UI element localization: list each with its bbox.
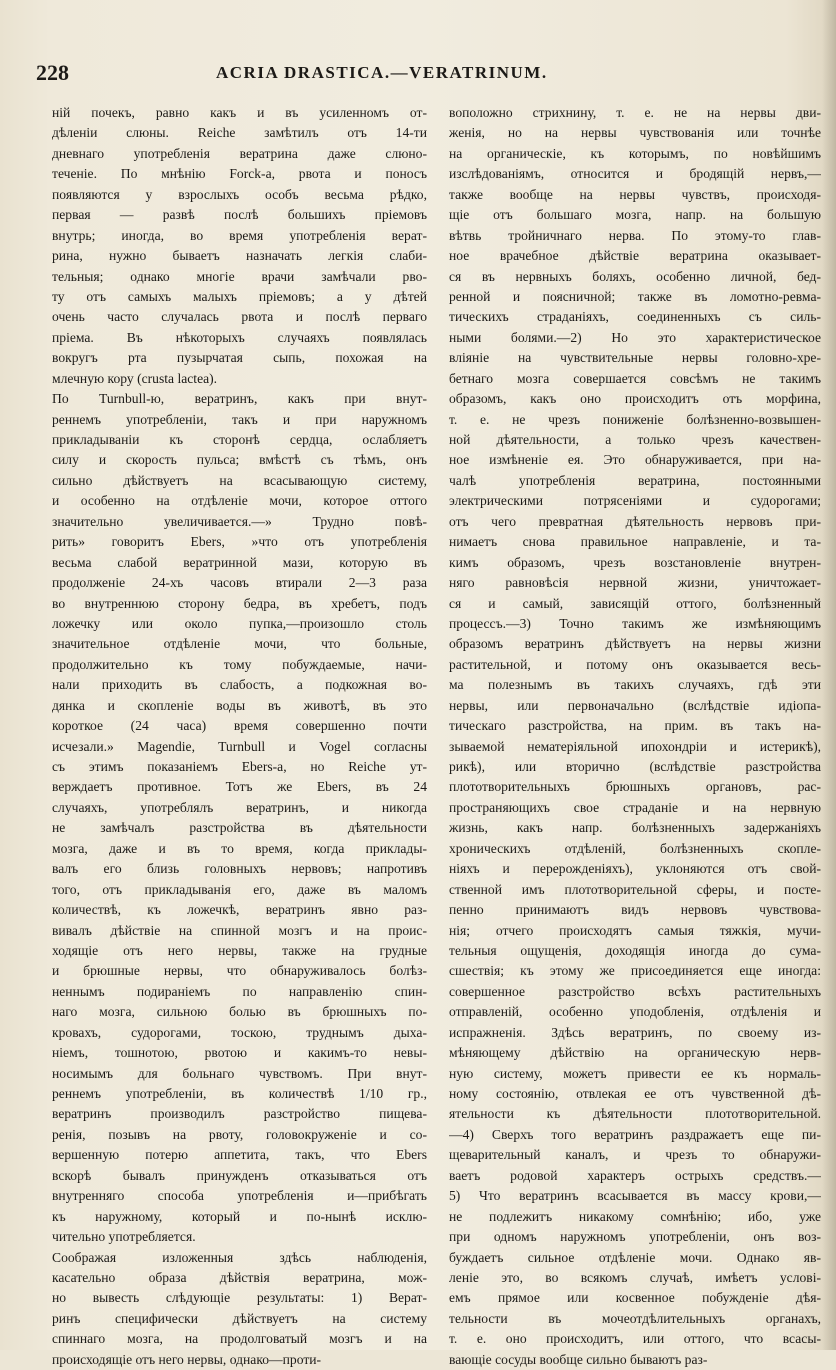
text-line: того, отъ прикладыванія его, даже въ маломъ (52, 881, 427, 897)
text-line: щіе отъ большаго мозга, напр. на большую (449, 207, 821, 223)
text-line: исчезали.» Magendie, Turnbull и Vogel согласны (52, 738, 427, 754)
text-line: испражненія. Здѣсь вератринъ, по своему из- (449, 1024, 821, 1040)
text-line: ложечку или около пупка,—произошло столь (52, 615, 427, 631)
text-line: чалѣ употребленія вератрина, постоянными (449, 472, 821, 488)
text-line: съ этимъ показаніемъ Ebers-а, но Reiche ут- (52, 759, 427, 774)
text-line: —4) Сверхъ того вератринъ раздражаетъ еще пи- (449, 1126, 821, 1142)
text-line: образомъ, какъ оно происходитъ отъ морфина, (449, 391, 821, 407)
text-line: образомъ вератринъ дѣйствуетъ на нервы жизни (449, 636, 821, 652)
text-line: тическихъ страданіяхъ, соединенныхъ съ силь- (449, 309, 821, 325)
text-line: продолженіе 24-хъ часовъ втирали 2—3 раза (52, 575, 427, 591)
text-line: значительно увеличивается.—» Трудно повѣ- (52, 513, 427, 529)
text-line: тельности въ мочеотдѣлительныхъ органахъ, (449, 1310, 821, 1326)
text-line: электрическими потрясеніями и судорогами; (449, 493, 821, 509)
text-line: случаяхъ, употреблялъ вератринъ, и никогда (52, 799, 427, 815)
text-line: вератринъ производилъ разстройство пищева- (52, 1106, 427, 1122)
text-line: пространяющихъ свое страданіе и на нервную (449, 799, 821, 815)
text-line: буждаетъ сильное отдѣленіе мочи. Однако яв- (449, 1249, 821, 1265)
left-text-column (52, 103, 427, 1370)
text-line: реннемъ употребленіи, въ количествѣ 1/10 гр., (52, 1086, 427, 1101)
text-line: ся и самый, зависящій оттого, болѣзненный (449, 595, 821, 611)
text-line: щеварительный каналъ, и чрезъ то обнаружи- (449, 1147, 821, 1163)
text-line: чительно употребляется. (52, 1229, 196, 1245)
text-line: плототворительныхъ брюшныхъ органовъ, рас- (449, 779, 821, 795)
text-line: на органическіе, къ которымъ, по новѣйшимъ (449, 145, 821, 161)
text-line: къ наружному, который и по-нынѣ исклю- (52, 1208, 427, 1224)
text-line: и брюшные нервы, что обнаруживалось болѣз- (52, 963, 427, 979)
text-line: тическаго разстройства, на прим. въ такъ на- (449, 718, 821, 734)
text-line: отъ чего превратная дѣятельность нервовъ при- (449, 513, 821, 529)
text-line: растительной, и потому онъ оказывается весь- (449, 656, 821, 672)
text-line: тельныя ощущенія, доходящія иногда до сума- (449, 942, 821, 958)
text-line: ніяхъ и перерожденіяхъ), уклоняются отъ свой- (449, 861, 821, 877)
text-line: нія; отчего происходятъ самыя тяжкія, мучи- (449, 922, 821, 938)
text-line: неннымъ подираніемъ по направленію спин- (52, 983, 427, 999)
right-text-column (449, 103, 821, 1370)
text-line: ваетъ родовой характеръ острыхъ средствъ.— (449, 1167, 821, 1183)
text-line: происходящіе отъ него нервы, однако—проти- (52, 1351, 322, 1367)
text-line: ную систему, можетъ привести ее къ нормаль- (449, 1065, 821, 1081)
text-line: кимъ образомъ, чрезъ возстановленіе внутрен- (449, 554, 821, 570)
text-line: ственной имъ плототворительной сферы, и посте- (449, 881, 821, 897)
text-line: касательно образа дѣйствія вератрина, мож- (52, 1269, 427, 1285)
text-line: сшествія; къ этому же присоединяется еще иногда: (449, 963, 821, 979)
running-head: ACRIA DRASTICA.—VERATRINUM. (216, 63, 548, 82)
text-line: ной дѣятельности, а только чрезъ качествен- (449, 432, 821, 447)
text-line: внутрь; иногда, во время употребленія верат- (52, 227, 427, 243)
text-line: ное измѣненіе ея. Это обнаруживается, при на- (449, 452, 821, 468)
text-line: дневнаго употребленія вератрина даже слюно- (52, 145, 427, 161)
text-line: По Turnbull-ю, вератринъ, какъ при внут- (52, 391, 427, 407)
text-line: вѣтвь тройничнаго нерва. По этому-то глав- (449, 227, 821, 243)
text-line: ренія, позывъ на рвоту, головокруженіе и со- (52, 1126, 427, 1142)
text-line: при одномъ наружномъ употребленіи, онъ воз- (449, 1229, 821, 1245)
text-line: рина, нужно бываетъ назначать легкія слаби- (52, 248, 427, 264)
text-line: млечную кору (crusta lactea). (52, 370, 218, 386)
text-line: вивалъ дѣйствіе на спинной мозгъ и на проис- (52, 922, 427, 938)
text-line: весьма слабой вератринной мази, которую въ (52, 554, 427, 570)
text-line: наго мозга, сильною болью въ брюшныхъ по- (52, 1004, 427, 1020)
text-line: ными болями.—2) Но это характеристическое (449, 329, 821, 345)
text-line: короткое (24 часа) время совершенно почти (52, 718, 427, 734)
text-line: т. е. не чрезъ пониженіе болѣзненно-возвышен- (449, 411, 821, 427)
text-line: хроническихъ отдѣленій, болѣзненныхъ скопле- (449, 840, 821, 856)
text-line: изслѣдованіямъ, относится и бродящій нервъ,— (449, 166, 821, 182)
text-line: мозга, даже и въ то время, когда приклады- (52, 840, 427, 856)
text-line: ное врачебное дѣйствіе вератрина оказывает- (449, 248, 821, 264)
text-line: жизнь, какъ напр. болѣзненныхъ задержаніяхъ (449, 820, 821, 836)
text-line: 5) Что вератринъ всасывается въ массу крови,— (449, 1188, 821, 1204)
text-line: значительное отдѣленіе мочи, что больные, (52, 636, 427, 652)
text-line: очень часто случалась рвота и послѣ перваго (52, 309, 427, 325)
page-binding-shadow (822, 0, 836, 1350)
text-line: ходящіе отъ него нервы, также на грудные (52, 942, 427, 958)
page-number: 228 (36, 60, 69, 85)
page-header (36, 60, 796, 88)
text-line: совершенное разстройство всѣхъ растительныхъ (449, 983, 821, 999)
text-line: вающіе сосуды вообще сильно бываютъ раз- (449, 1351, 708, 1367)
text-line: не замѣчалъ разстройства въ дѣятельности (52, 820, 427, 836)
text-line: нали приходить въ слабость, а подкожная во- (52, 677, 427, 693)
text-line: тельныя; однако многіе врачи замѣчали рво- (52, 268, 427, 284)
text-line: леніе это, во всякомъ случаѣ, имѣетъ услові- (449, 1269, 821, 1285)
text-line: носимымъ для больнаго чувствомъ. При внут- (52, 1065, 427, 1081)
text-line: валъ его близь головныхъ нервовъ; напротивъ (52, 861, 427, 877)
text-line: во внутреннюю сторону бедра, въ хребетъ, подъ (52, 595, 427, 611)
text-line: ринъ специфически дѣйствуетъ на систему (52, 1310, 427, 1326)
text-line: бетнаго мозга совершается совсѣмъ не такимъ (449, 370, 821, 386)
text-line: пріема. Въ нѣкоторыхъ случаяхъ появлялась (52, 329, 427, 345)
text-line: ренной и поясничной; также въ ломотно-ревма- (449, 288, 821, 304)
text-line: также вообще на нервы чувствъ, происходя- (449, 186, 821, 202)
text-line: реннемъ употребленіи, такъ и при наружномъ (52, 411, 427, 427)
text-line: рить» говоритъ Ebers, »что отъ употребленія (52, 534, 427, 550)
text-line: спиннаго мозга, на продолговатый мозгъ и на (52, 1331, 427, 1347)
text-line: вокругъ рта пузырчатая сыпь, похожая на (52, 350, 427, 366)
text-line: но вывесть слѣдующіе результаты: 1) Верат- (52, 1290, 427, 1306)
text-line: вліяніе на чувствительные нервы головно-хре- (449, 350, 821, 366)
text-line: верждаетъ противное. Тотъ же Ebers, въ 24 (52, 779, 427, 795)
text-line: количествѣ, къ ложечкѣ, вератринъ явно раз- (52, 902, 427, 918)
text-line: силу и скорость пульса; вмѣстѣ съ тѣмъ, онъ (52, 452, 427, 468)
text-line: первая — развѣ послѣ большихъ пріемовъ (52, 207, 427, 223)
text-line: мѣняющему дѣйствію на органическую нерв- (449, 1045, 821, 1061)
text-line: ту отъ самыхъ малыхъ пріемовъ; а у дѣтей (52, 288, 427, 304)
text-line: нимаетъ снова правильное направленіе, и та- (449, 534, 821, 550)
text-line: ма полезнымъ въ такихъ случаяхъ, гдѣ эти (449, 677, 821, 693)
text-line: рикѣ), или вторично (вслѣдствіе разстройства (449, 759, 821, 774)
text-line: ятельности къ дѣятельности плототворительной. (449, 1106, 821, 1122)
text-line: Соображая изложенныя здѣсь наблюденія, (52, 1249, 427, 1265)
text-line: отправленій, особенно уподобленія, отдѣленія и (449, 1004, 821, 1020)
text-line: внутренняго способа употребленія и—прибѣгать (52, 1188, 427, 1204)
text-line: ному состоянію, отвлекая ее отъ чувственной дѣ- (449, 1086, 821, 1101)
text-line: зываемой нематеріяльной ипохондріи и истерикѣ), (449, 738, 821, 754)
text-line: воположно стрихнину, т. е. не на нервы дви- (449, 105, 821, 120)
text-line: и особенно на отдѣленіе мочи, которое оттого (52, 493, 427, 509)
text-line: ній почекъ, равно какъ и въ усиленномъ от- (52, 105, 427, 120)
text-line: ніемъ, тошнотою, рвотою и какимъ-то невы- (52, 1045, 427, 1061)
text-line: продолжительно къ тому побуждаемые, начи- (52, 656, 427, 672)
text-line: сильно дѣйствуетъ на всасывающую систему, (52, 472, 427, 488)
text-line: дянка и скопленіе воды въ животѣ, въ это (52, 697, 427, 713)
text-line: нервы, или первоначально (вслѣдствіе идіопа- (449, 697, 821, 713)
text-line: пенно принимаютъ видъ нервовъ чувствова- (449, 902, 821, 918)
text-line: процессъ.—3) Точно такимъ же измѣняющимъ (449, 615, 821, 631)
text-line: появляются у взрослыхъ особъ весьма рѣдко, (52, 186, 427, 202)
text-line: вершенную потерю аппетита, такъ, что Ebers (52, 1147, 427, 1163)
text-line: ся въ нервныхъ боляхъ, особенно личной, бед- (449, 268, 821, 284)
text-line: не подлежитъ никакому сомнѣнію; ибо, уже (449, 1208, 821, 1224)
text-line: прикладываніи къ сторонѣ сердца, ослабляетъ (52, 432, 427, 447)
text-line: няго равновѣсія нервной жизни, уничтожает- (449, 575, 821, 591)
text-line: женія, но на нервы чувствованія или точнѣе (449, 125, 821, 141)
text-line: емъ прямое или косвенное побужденіе дѣя- (449, 1290, 821, 1306)
text-line: кровахъ, судорогами, тоскою, труднымъ дыха- (52, 1024, 427, 1040)
text-line: теченіе. По мнѣнію Forck-а, рвота и поносъ (52, 166, 427, 182)
text-line: вскорѣ бывалъ принужденъ отказываться отъ (52, 1167, 427, 1183)
text-line: дѣленіи слюны. Reiche замѣтилъ отъ 14-ти (52, 125, 427, 141)
text-line: т. е. оно происходитъ, или оттого, что всасы- (449, 1331, 821, 1347)
